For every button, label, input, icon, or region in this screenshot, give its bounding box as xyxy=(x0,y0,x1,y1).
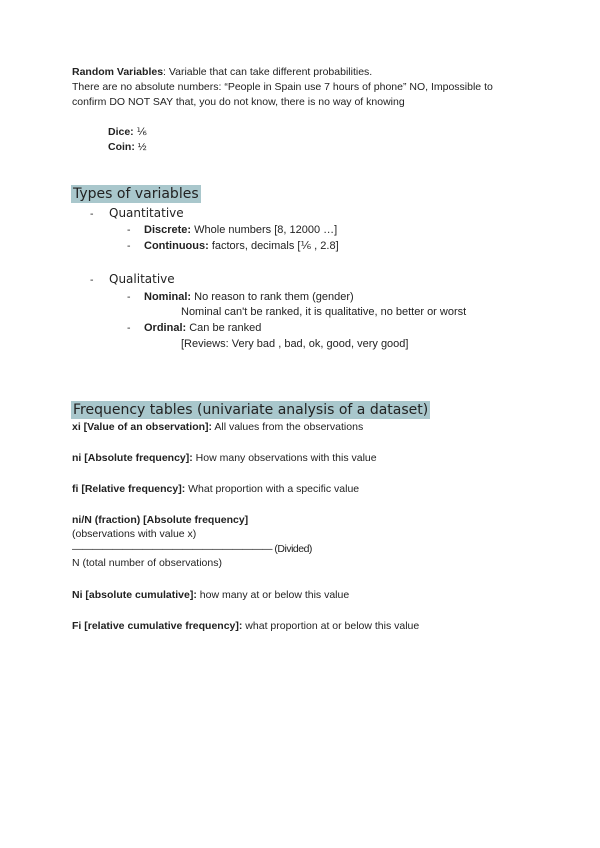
nominal-text: No reason to rank them (gender) xyxy=(191,291,354,303)
bullet-dash: - xyxy=(127,224,131,236)
discrete-line xyxy=(144,224,337,237)
continuous-text: factors, decimals [⅙ , 2.8] xyxy=(208,240,339,252)
dice-value: ⅙ xyxy=(136,126,147,138)
ni-text: How many observations with this value xyxy=(192,452,377,464)
xi-line xyxy=(72,421,363,434)
Ni-text: how many at or below this value xyxy=(196,589,350,601)
continuous-line xyxy=(144,240,339,253)
Ni-label: Ni [absolute cumulative]: xyxy=(72,589,197,601)
bullet-dash: - xyxy=(127,291,131,303)
freq-heading: Frequency tables (univariate analysis of a dataset) xyxy=(73,402,429,418)
Fi-line xyxy=(72,620,419,633)
ninN-label: ni/N (fraction) [Absolute frequency] xyxy=(72,514,249,526)
Fi-label: Fi [relative cumulative frequency]: xyxy=(72,620,243,632)
rv-text: : Variable that can take different probabilities. xyxy=(163,66,373,78)
ninN-separator: ———————————————————— (Divided) xyxy=(72,543,312,555)
coin-label: Coin: xyxy=(108,141,135,153)
quantitative-label: Quantitative xyxy=(109,206,184,220)
types-heading: Types of variables xyxy=(73,186,199,202)
bullet-dash: - xyxy=(90,274,94,286)
rv-line xyxy=(72,66,372,79)
bullet-dash: - xyxy=(127,322,131,334)
discrete-label: Discrete: xyxy=(144,224,192,236)
intro-line-3: confirm DO NOT SAY that, you do not know, there is no way of knowing xyxy=(72,96,405,108)
bullet-dash: - xyxy=(127,240,131,252)
qualitative-label: Qualitative xyxy=(109,272,175,286)
ninN-line-3: N (total number of observations) xyxy=(72,557,222,569)
intro-line-2: There are no absolute numbers: “People in Spain use 7 hours of phone” NO, Impossible to xyxy=(72,81,493,93)
fi-label: fi [Relative frequency]: xyxy=(72,483,186,495)
fi-text: What proportion with a specific value xyxy=(185,483,360,495)
ninN-line-1: (observations with value x) xyxy=(72,528,197,540)
ordinal-label: Ordinal: xyxy=(144,322,187,334)
Ni-line xyxy=(72,589,349,602)
dice-label: Dice: xyxy=(108,126,134,138)
ordinal-text: Can be ranked xyxy=(186,322,262,334)
ni-line xyxy=(72,452,377,465)
ordinal-note: [Reviews: Very bad , bad, ok, good, very good] xyxy=(181,338,409,350)
nominal-label: Nominal: xyxy=(144,291,192,303)
discrete-text: Whole numbers [8, 12000 …] xyxy=(191,224,338,236)
bullet-dash: - xyxy=(90,208,94,220)
fi-line xyxy=(72,483,359,496)
continuous-label: Continuous: xyxy=(144,240,209,252)
rv-label: Random Variables xyxy=(72,66,164,78)
ordinal-line xyxy=(144,322,261,335)
xi-text: All values from the observations xyxy=(212,421,364,433)
nominal-note: Nominal can't be ranked, it is qualitative, no better or worst xyxy=(181,306,467,318)
nominal-line xyxy=(144,291,354,304)
xi-label: xi [Value of an observation]: xyxy=(72,421,213,433)
coin-line xyxy=(108,141,147,154)
Fi-text: what proportion at or below this value xyxy=(242,620,420,632)
dice-line xyxy=(108,126,147,139)
coin-value: ½ xyxy=(137,141,147,153)
ni-label: ni [Absolute frequency]: xyxy=(72,452,193,464)
